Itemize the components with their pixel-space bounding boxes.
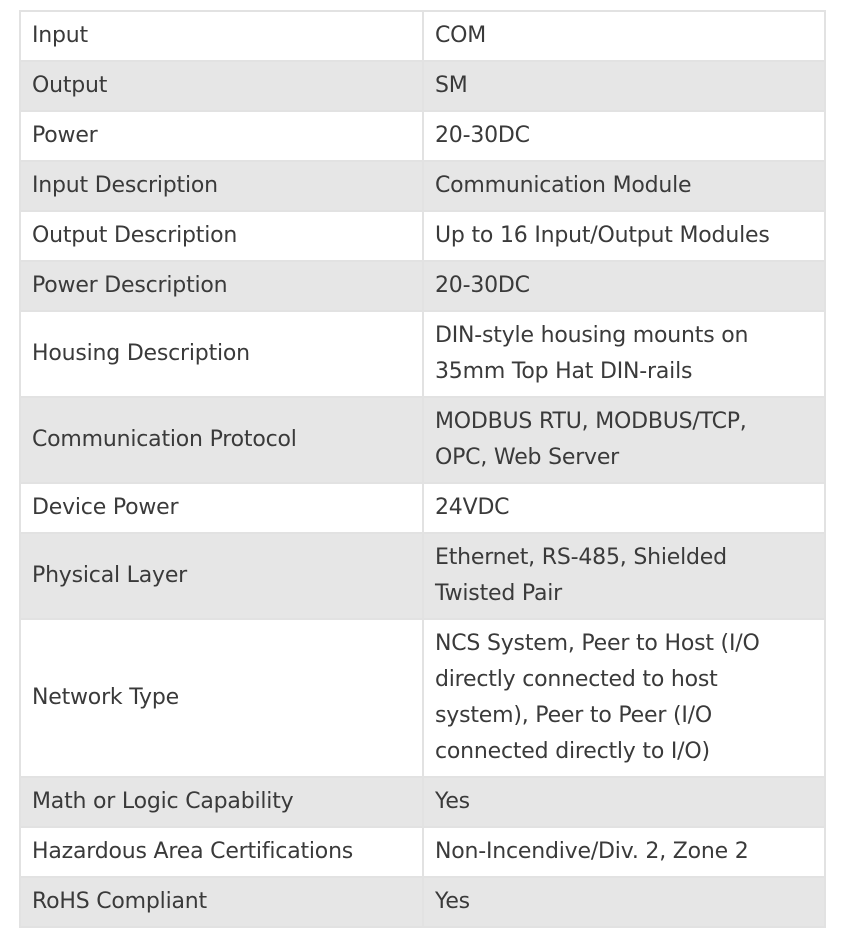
spec-label: Power Description	[20, 261, 423, 311]
spec-value	[423, 397, 825, 483]
spec-value-line: Yes	[435, 789, 470, 814]
spec-value-line: Up to 16 Input/Output Modules	[435, 223, 770, 248]
spec-value-line: 24VDC	[435, 495, 510, 520]
specifications-table-body	[20, 11, 825, 927]
spec-value-line: Yes	[435, 889, 470, 914]
spec-value-line: OPC, Web Server	[435, 445, 620, 470]
spec-label: Input	[20, 11, 423, 61]
spec-label: Network Type	[20, 619, 423, 777]
spec-value-line: Twisted Pair	[435, 581, 563, 606]
spec-value	[423, 777, 825, 827]
spec-value	[423, 827, 825, 877]
spec-label: Device Power	[20, 483, 423, 533]
spec-label: Input Description	[20, 161, 423, 211]
spec-value-line: connected directly to I/O)	[435, 739, 710, 764]
spec-value-line: COM	[435, 23, 487, 48]
spec-value-line: 20-30DC	[435, 273, 530, 298]
spec-value	[423, 533, 825, 619]
spec-value-line: Ethernet, RS-485, Shielded	[435, 545, 727, 570]
table-row	[20, 211, 825, 261]
table-row	[20, 533, 825, 619]
spec-value-line: Communication Module	[435, 173, 692, 198]
spec-value-line: 20-30DC	[435, 123, 530, 148]
spec-label: Output	[20, 61, 423, 111]
table-row	[20, 619, 825, 777]
spec-value-line: NCS System, Peer to Host (I/O	[435, 631, 760, 656]
spec-label: Hazardous Area Certifications	[20, 827, 423, 877]
spec-label: Power	[20, 111, 423, 161]
table-row	[20, 827, 825, 877]
spec-value	[423, 61, 825, 111]
spec-value-line: MODBUS RTU, MODBUS/TCP,	[435, 409, 747, 434]
spec-value-line: 35mm Top Hat DIN-rails	[435, 359, 693, 384]
spec-value	[423, 11, 825, 61]
table-row	[20, 161, 825, 211]
spec-label: Physical Layer	[20, 533, 423, 619]
spec-value	[423, 311, 825, 397]
spec-value-line: system), Peer to Peer (I/O	[435, 703, 712, 728]
table-row	[20, 111, 825, 161]
spec-value-line: directly connected to host	[435, 667, 718, 692]
spec-label: Communication Protocol	[20, 397, 423, 483]
spec-value	[423, 877, 825, 927]
table-row	[20, 261, 825, 311]
spec-value	[423, 161, 825, 211]
table-row	[20, 397, 825, 483]
table-row	[20, 311, 825, 397]
spec-label: Output Description	[20, 211, 423, 261]
spec-label: Math or Logic Capability	[20, 777, 423, 827]
spec-value-line: Non-Incendive/Div. 2, Zone 2	[435, 839, 749, 864]
spec-value	[423, 261, 825, 311]
table-row	[20, 877, 825, 927]
table-row	[20, 11, 825, 61]
spec-label: Housing Description	[20, 311, 423, 397]
spec-value	[423, 111, 825, 161]
spec-label: RoHS Compliant	[20, 877, 423, 927]
table-row	[20, 483, 825, 533]
table-row	[20, 777, 825, 827]
specifications-table	[19, 10, 826, 928]
spec-value	[423, 619, 825, 777]
spec-value-line: DIN-style housing mounts on	[435, 323, 749, 348]
spec-value	[423, 483, 825, 533]
spec-value-line: SM	[435, 73, 468, 98]
table-row	[20, 61, 825, 111]
spec-value	[423, 211, 825, 261]
